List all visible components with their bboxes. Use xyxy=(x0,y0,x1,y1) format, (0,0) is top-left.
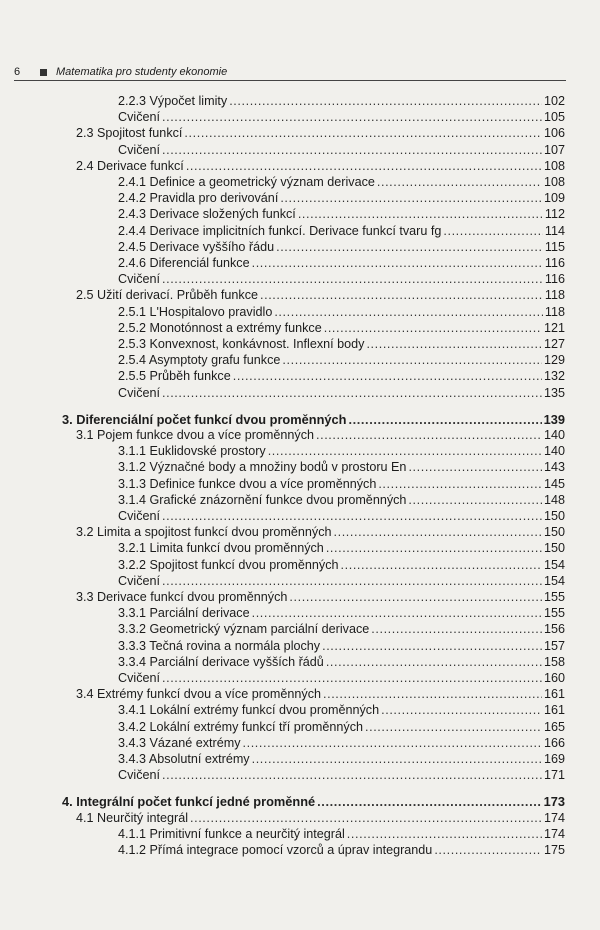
toc-entry-label: 3.4.2 Lokální extrémy funkcí tří proměnných xyxy=(118,719,363,734)
toc-page-number: 118 xyxy=(544,304,565,319)
dot-leader xyxy=(229,94,542,109)
toc-entry-label: 3.3.2 Geometrický význam parciální derivace xyxy=(118,622,370,637)
toc-page-number: 174 xyxy=(543,810,565,825)
dot-leader xyxy=(371,622,542,637)
toc-entry xyxy=(118,143,565,158)
dot-leader xyxy=(317,794,542,809)
toc-page-number: 109 xyxy=(543,191,565,206)
toc-entry xyxy=(118,752,565,767)
toc-entry-label: 3.1.4 Grafické znázornění funkce dvou proměnných xyxy=(118,492,407,507)
toc-entry xyxy=(118,509,565,524)
toc-page-number: 108 xyxy=(543,175,565,189)
toc-page-number: 129 xyxy=(543,353,565,368)
toc-entry xyxy=(118,736,565,751)
toc-entry xyxy=(118,703,565,718)
toc-page-number: 108 xyxy=(543,158,565,173)
toc-entry xyxy=(118,191,565,206)
toc-page-number: 150 xyxy=(543,525,565,540)
dot-leader xyxy=(162,768,542,783)
toc-page-number: 171 xyxy=(543,768,565,783)
toc-page-number: 150 xyxy=(543,541,565,556)
toc-page-number: 166 xyxy=(543,735,565,750)
toc-entry xyxy=(118,240,565,255)
toc-entry-label: 3.3.1 Parciální derivace xyxy=(118,606,250,621)
dot-leader xyxy=(378,477,542,492)
toc-entry-label: Cvičení xyxy=(118,768,160,783)
dot-leader xyxy=(280,191,542,206)
toc-page-number: 156 xyxy=(543,622,565,637)
toc-entry-label: 4.1 Neurčitý integrál xyxy=(76,810,188,825)
toc-entry xyxy=(118,353,565,368)
page-header xyxy=(14,62,566,82)
toc-entry xyxy=(76,159,565,174)
toc-entry-label: 3.1.3 Definice funkce dvou a více proměnných xyxy=(118,476,377,491)
toc-entry-label: 2.4.3 Derivace složených funkcí xyxy=(118,207,296,222)
toc-entry-label: Cvičení xyxy=(118,272,160,287)
toc-entry xyxy=(118,321,565,336)
toc-entry-label: 3.2.1 Limita funkcí dvou proměnných xyxy=(118,541,324,556)
toc-page-number: 102 xyxy=(543,94,565,108)
toc-entry xyxy=(118,671,565,686)
toc-page-number: 158 xyxy=(543,654,565,669)
toc-chapter-entry xyxy=(62,794,565,809)
dot-leader xyxy=(186,159,542,174)
dot-leader xyxy=(341,558,542,573)
dot-leader xyxy=(408,493,542,508)
toc-entry xyxy=(118,639,565,654)
dot-leader xyxy=(162,574,542,589)
toc-entry xyxy=(118,606,565,621)
toc-entry-label: 2.5 Užití derivací. Průběh funkce xyxy=(76,288,259,303)
dot-leader xyxy=(408,460,542,475)
dot-leader xyxy=(162,272,543,287)
toc-entry-label: 2.2.3 Výpočet limity xyxy=(118,94,228,108)
toc-entry xyxy=(118,444,565,459)
toc-entry xyxy=(118,655,565,670)
dot-leader xyxy=(334,525,542,540)
toc-page-number: 107 xyxy=(543,142,565,157)
dot-leader xyxy=(326,541,542,556)
dot-leader xyxy=(252,752,542,767)
dot-leader xyxy=(316,428,542,443)
dot-leader xyxy=(365,720,542,735)
toc-entry-label: 2.5.5 Průběh funkce xyxy=(118,369,231,384)
toc-page-number: 145 xyxy=(543,476,565,491)
toc-entry-label: 3.2 Limita a spojitost funkcí dvou proměnných xyxy=(76,525,332,540)
dot-leader xyxy=(260,288,543,303)
toc-page-number: 116 xyxy=(544,272,565,287)
toc-entry-label: 3.4.3 Absolutní extrémy xyxy=(118,752,250,766)
dot-leader xyxy=(434,843,542,858)
toc-entry-label: 2.5.2 Monotónnost a extrémy funkce xyxy=(118,320,322,335)
toc-page-number: 132 xyxy=(543,369,565,384)
dot-leader xyxy=(348,412,541,427)
toc-page-number: 157 xyxy=(543,638,565,653)
dot-leader xyxy=(289,590,542,605)
dot-leader xyxy=(252,606,542,621)
dot-leader xyxy=(162,110,542,125)
toc-entry-label: 3.3 Derivace funkcí dvou proměnných xyxy=(76,590,288,604)
toc-entry xyxy=(118,175,565,190)
toc-entry xyxy=(118,386,565,401)
toc-entry xyxy=(118,460,565,475)
toc-entry-label: 2.5.1 L'Hospitalovo pravidlo xyxy=(118,304,273,319)
toc-entry xyxy=(118,622,565,637)
dot-leader xyxy=(274,305,543,320)
toc-entry-label: 2.3 Spojitost funkcí xyxy=(76,126,183,141)
dot-leader xyxy=(268,444,542,459)
toc-page-number: 106 xyxy=(543,126,565,141)
toc-entry-label: 3.3.3 Tečná rovina a normála plochy xyxy=(118,638,321,653)
toc-entry-label: 4. Integrální počet funkcí jedné proměnné xyxy=(62,794,316,810)
toc-entry xyxy=(76,811,565,826)
dot-leader xyxy=(162,386,542,401)
dot-leader xyxy=(323,687,542,702)
toc-entry-label: 2.4.1 Definice a geometrický význam derivace xyxy=(118,175,375,189)
dot-leader xyxy=(162,143,542,158)
dot-leader xyxy=(282,353,542,368)
toc-entry xyxy=(118,843,565,858)
toc-page-number: 115 xyxy=(544,239,565,254)
toc-entry xyxy=(118,305,565,320)
toc-entry xyxy=(118,272,565,287)
toc-entry xyxy=(118,477,565,492)
toc-page-number: 148 xyxy=(543,492,565,507)
dot-leader xyxy=(190,811,542,826)
toc-entry-label: 3.4.3 Vázané extrémy xyxy=(118,735,241,750)
toc-page-number: 114 xyxy=(544,223,565,238)
toc-entry xyxy=(118,224,565,239)
toc-page-number: 154 xyxy=(543,573,565,588)
dot-leader xyxy=(162,671,542,686)
toc-entry-label: 3. Diferenciální počet funkcí dvou proměnných xyxy=(62,411,347,427)
toc-entry-label: 3.3.4 Parciální derivace vyšších řádů xyxy=(118,654,324,669)
dot-leader xyxy=(162,509,542,524)
toc-entry-label: 2.4.4 Derivace implicitních funkcí. Derivace funkcí tvaru fg xyxy=(118,223,442,238)
toc-entry-label: 2.4.2 Pravidla pro derivování xyxy=(118,191,279,206)
toc-page-number: 160 xyxy=(543,671,565,685)
toc-entry xyxy=(118,493,565,508)
dot-leader xyxy=(377,175,542,190)
toc-page-number: 161 xyxy=(543,703,565,718)
toc-page-number: 175 xyxy=(543,843,565,857)
toc-entry-label: Cvičení xyxy=(118,142,160,157)
dot-leader xyxy=(366,337,542,352)
dot-leader xyxy=(184,126,542,141)
dot-leader xyxy=(443,224,543,239)
toc-entry xyxy=(118,541,565,556)
toc-entry-label: Cvičení xyxy=(118,573,160,588)
header-rule xyxy=(14,80,566,81)
dot-leader xyxy=(324,321,542,336)
toc-page-number: 155 xyxy=(543,606,565,621)
toc-entry-label: Cvičení xyxy=(118,671,160,685)
square-bullet-icon xyxy=(40,69,47,76)
dot-leader xyxy=(298,207,543,222)
toc-page-number: 135 xyxy=(543,385,565,400)
toc-entry-label: 3.1 Pojem funkce dvou a více proměnných xyxy=(76,428,315,442)
toc-entry xyxy=(76,428,565,443)
toc-page-number: 121 xyxy=(543,320,565,335)
toc-entry xyxy=(118,337,565,352)
toc-page-number: 173 xyxy=(543,794,565,810)
toc-page-number: 116 xyxy=(544,256,565,270)
toc-page-number: 155 xyxy=(543,590,565,604)
dot-leader xyxy=(322,639,542,654)
toc-entry-label: 2.5.3 Konvexnost, konkávnost. Inflexní body xyxy=(118,337,365,351)
toc-entry-label: 4.1.1 Primitivní funkce a neurčitý integrál xyxy=(118,826,345,841)
toc-entry xyxy=(118,720,565,735)
toc-page-number: 140 xyxy=(543,444,565,459)
toc-entry-label: 3.4.1 Lokální extrémy funkcí dvou proměnných xyxy=(118,703,380,718)
dot-leader xyxy=(347,827,542,842)
toc-page-number: 140 xyxy=(543,428,565,442)
toc-entry xyxy=(76,288,565,303)
toc-page-number: 169 xyxy=(543,752,565,766)
toc-entry xyxy=(118,574,565,589)
toc-page-number: 118 xyxy=(544,288,565,303)
toc-entry xyxy=(76,126,565,141)
toc-page-number: 165 xyxy=(543,719,565,734)
toc-page-number: 174 xyxy=(543,826,565,841)
toc-entry-label: 3.2.2 Spojitost funkcí dvou proměnných xyxy=(118,557,339,572)
toc-entry xyxy=(118,827,565,842)
toc-page-number: 150 xyxy=(543,509,565,523)
toc-entry-label: Cvičení xyxy=(118,110,160,125)
toc-entry-label: 2.5.4 Asymptoty grafu funkce xyxy=(118,353,281,368)
toc-entry xyxy=(118,207,565,222)
toc-entry-label: 3.4 Extrémy funkcí dvou a více proměnných xyxy=(76,687,321,702)
page-number: 6 xyxy=(14,66,21,78)
toc-page-number: 139 xyxy=(543,411,565,427)
toc-entry xyxy=(118,558,565,573)
running-title: Matematika pro studenty ekonomie xyxy=(56,66,228,78)
toc-entry-label: 2.4 Derivace funkcí xyxy=(76,158,184,173)
toc-entry xyxy=(118,768,565,783)
toc-entry-label: 3.1.2 Význačné body a množiny bodů v prostoru En xyxy=(118,460,407,475)
toc-entry xyxy=(76,590,565,605)
toc-page-number: 143 xyxy=(543,460,565,475)
toc-page-number: 112 xyxy=(544,207,565,222)
toc-entry xyxy=(118,110,565,125)
dot-leader xyxy=(243,736,542,751)
dot-leader xyxy=(276,240,543,255)
toc-page-number: 127 xyxy=(543,337,565,351)
toc-page-number: 105 xyxy=(543,110,565,125)
dot-leader xyxy=(252,256,543,271)
toc-page-number: 154 xyxy=(543,557,565,572)
toc-entry xyxy=(76,687,565,702)
toc-entry xyxy=(118,369,565,384)
toc-entry-label: 3.1.1 Euklidovské prostory xyxy=(118,444,266,459)
toc-page-number: 161 xyxy=(543,687,565,702)
toc-entry-label: Cvičení xyxy=(118,385,160,400)
dot-leader xyxy=(233,369,542,384)
toc-entry-label: 2.4.6 Diferenciál funkce xyxy=(118,256,250,270)
toc-entry xyxy=(118,256,565,271)
dot-leader xyxy=(381,703,542,718)
toc-chapter-entry xyxy=(62,412,565,427)
toc-entry xyxy=(76,525,565,540)
toc-entry-label: 2.4.5 Derivace vyššího řádu xyxy=(118,239,275,254)
toc-entry-label: Cvičení xyxy=(118,509,160,523)
toc-entry xyxy=(118,94,565,109)
dot-leader xyxy=(326,655,542,670)
toc-entry-label: 4.1.2 Přímá integrace pomocí vzorců a úprav integrandu xyxy=(118,843,433,857)
